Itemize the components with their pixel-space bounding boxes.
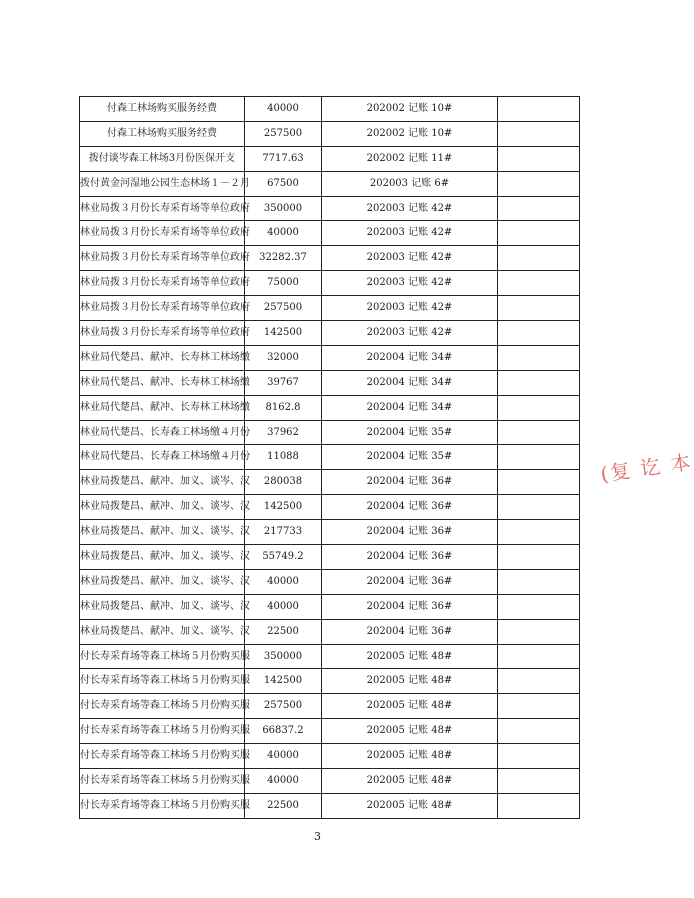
amount-cell: 142500 <box>245 495 322 520</box>
amount-cell: 40000 <box>245 221 322 246</box>
table-row <box>80 719 580 744</box>
note-cell <box>498 545 580 570</box>
note-cell <box>498 644 580 669</box>
table-row <box>80 545 580 570</box>
voucher-ref-cell: 202004 记账 36# <box>322 569 498 594</box>
description-cell: 林业局拨３月份长寿采育场等单位政府 <box>80 321 245 346</box>
note-cell <box>498 719 580 744</box>
amount-cell: 39767 <box>245 370 322 395</box>
amount-cell: 75000 <box>245 271 322 296</box>
voucher-ref-cell: 202003 记账 42# <box>322 221 498 246</box>
note-cell <box>498 694 580 719</box>
voucher-ref-cell: 202005 记账 48# <box>322 644 498 669</box>
description-cell: 付长寿采育场等森工林场５月份购买服 <box>80 669 245 694</box>
voucher-ref-cell: 202004 记账 36# <box>322 619 498 644</box>
note-cell <box>498 520 580 545</box>
table-row <box>80 569 580 594</box>
note-cell <box>498 569 580 594</box>
description-cell: 林业局拨楚昌、献冲、加义、谈岑、汉 <box>80 520 245 545</box>
table-row <box>80 594 580 619</box>
table-row <box>80 694 580 719</box>
table-row <box>80 97 580 122</box>
table-row <box>80 520 580 545</box>
note-cell <box>498 196 580 221</box>
note-cell <box>498 345 580 370</box>
amount-cell: 257500 <box>245 296 322 321</box>
voucher-ref-cell: 202004 记账 36# <box>322 545 498 570</box>
amount-cell: 40000 <box>245 769 322 794</box>
description-cell: 付长寿采育场等森工林场５月份购买服 <box>80 769 245 794</box>
table-row <box>80 420 580 445</box>
amount-cell: 55749.2 <box>245 545 322 570</box>
description-cell: 付长寿采育场等森工林场５月份购买服 <box>80 694 245 719</box>
note-cell <box>498 321 580 346</box>
description-cell: 林业局拨楚昌、献冲、加义、谈岑、汉 <box>80 619 245 644</box>
note-cell <box>498 445 580 470</box>
voucher-ref-cell: 202004 记账 34# <box>322 370 498 395</box>
description-cell: 拨付黄金河湿地公园生态林场１－２月 <box>80 171 245 196</box>
amount-cell: 66837.2 <box>245 719 322 744</box>
description-cell: 付长寿采育场等森工林场５月份购买服 <box>80 644 245 669</box>
note-cell <box>498 171 580 196</box>
voucher-ref-cell: 202005 记账 48# <box>322 694 498 719</box>
note-cell <box>498 669 580 694</box>
description-cell: 林业局拨３月份长寿采育场等单位政府 <box>80 271 245 296</box>
amount-cell: 22500 <box>245 619 322 644</box>
note-cell <box>498 370 580 395</box>
voucher-ref-cell: 202003 记账 42# <box>322 246 498 271</box>
voucher-ref-cell: 202005 记账 48# <box>322 669 498 694</box>
amount-cell: 37962 <box>245 420 322 445</box>
note-cell <box>498 246 580 271</box>
description-cell: 林业局拨楚昌、献冲、加义、谈岑、汉 <box>80 545 245 570</box>
note-cell <box>498 395 580 420</box>
note-cell <box>498 744 580 769</box>
table-row <box>80 445 580 470</box>
table-row <box>80 644 580 669</box>
amount-cell: 280038 <box>245 470 322 495</box>
voucher-ref-cell: 202003 记账 42# <box>322 321 498 346</box>
table-row <box>80 619 580 644</box>
amount-cell: 350000 <box>245 196 322 221</box>
table-row <box>80 271 580 296</box>
table-row <box>80 370 580 395</box>
description-cell: 付长寿采育场等森工林场５月份购买服 <box>80 744 245 769</box>
note-cell <box>498 470 580 495</box>
description-cell: 付长寿采育场等森工林场５月份购买服 <box>80 793 245 818</box>
description-cell: 林业局拨３月份长寿采育场等单位政府 <box>80 296 245 321</box>
description-cell: 拨付谈岑森工林场3月份医保开支 <box>80 146 245 171</box>
voucher-ref-cell: 202004 记账 34# <box>322 395 498 420</box>
table-row <box>80 321 580 346</box>
amount-cell: 32282.37 <box>245 246 322 271</box>
amount-cell: 257500 <box>245 694 322 719</box>
table-row <box>80 296 580 321</box>
note-cell <box>498 271 580 296</box>
voucher-ref-cell: 202004 记账 35# <box>322 420 498 445</box>
note-cell <box>498 594 580 619</box>
voucher-ref-cell: 202002 记账 11# <box>322 146 498 171</box>
voucher-ref-cell: 202004 记账 36# <box>322 470 498 495</box>
amount-cell: 217733 <box>245 520 322 545</box>
description-cell: 付长寿采育场等森工林场５月份购买服 <box>80 719 245 744</box>
description-cell: 林业局代楚昌、长寿森工林场缴４月份 <box>80 445 245 470</box>
description-cell: 林业局拨楚昌、献冲、加义、谈岑、汉 <box>80 594 245 619</box>
table-row <box>80 470 580 495</box>
note-cell <box>498 221 580 246</box>
table-row <box>80 246 580 271</box>
description-cell: 林业局拨３月份长寿采育场等单位政府 <box>80 221 245 246</box>
amount-cell: 40000 <box>245 744 322 769</box>
voucher-ref-cell: 202005 记账 48# <box>322 793 498 818</box>
amount-cell: 142500 <box>245 669 322 694</box>
table-row <box>80 146 580 171</box>
description-cell: 林业局代楚昌、献冲、长寿林工林场缴 <box>80 395 245 420</box>
note-cell <box>498 793 580 818</box>
amount-cell: 32000 <box>245 345 322 370</box>
description-cell: 林业局代楚昌、献冲、长寿林工林场缴 <box>80 370 245 395</box>
voucher-ref-cell: 202003 记账 42# <box>322 271 498 296</box>
voucher-ref-cell: 202003 记账 6# <box>322 171 498 196</box>
amount-cell: 67500 <box>245 171 322 196</box>
voucher-ref-cell: 202005 记账 48# <box>322 769 498 794</box>
note-cell <box>498 121 580 146</box>
table-row <box>80 221 580 246</box>
amount-cell: 142500 <box>245 321 322 346</box>
amount-cell: 8162.8 <box>245 395 322 420</box>
description-cell: 林业局拨楚昌、献冲、加义、谈岑、汉 <box>80 569 245 594</box>
amount-cell: 7717.63 <box>245 146 322 171</box>
table-row <box>80 769 580 794</box>
note-cell <box>498 769 580 794</box>
amount-cell: 350000 <box>245 644 322 669</box>
note-cell <box>498 146 580 171</box>
amount-cell: 11088 <box>245 445 322 470</box>
voucher-ref-cell: 202003 记账 42# <box>322 296 498 321</box>
table-row <box>80 495 580 520</box>
voucher-ref-cell: 202004 记账 36# <box>322 495 498 520</box>
note-cell <box>498 420 580 445</box>
description-cell: 林业局拨３月份长寿采育场等单位政府 <box>80 246 245 271</box>
description-cell: 付森工林场购买服务经费 <box>80 97 245 122</box>
description-cell: 付森工林场购买服务经费 <box>80 121 245 146</box>
description-cell: 林业局拨３月份长寿采育场等单位政府 <box>80 196 245 221</box>
table-row <box>80 196 580 221</box>
table-row <box>80 744 580 769</box>
amount-cell: 22500 <box>245 793 322 818</box>
voucher-ref-cell: 202004 记账 36# <box>322 520 498 545</box>
voucher-ref-cell: 202005 记账 48# <box>322 719 498 744</box>
description-cell: 林业局拨楚昌、献冲、加义、谈岑、汉 <box>80 495 245 520</box>
red-stamp-mark: (复 讫 本 <box>598 449 694 487</box>
voucher-ref-cell: 202003 记账 42# <box>322 196 498 221</box>
page-number: 3 <box>314 830 321 843</box>
voucher-ref-cell: 202004 记账 35# <box>322 445 498 470</box>
ledger-body <box>80 97 580 819</box>
table-row <box>80 669 580 694</box>
note-cell <box>498 296 580 321</box>
description-cell: 林业局代楚昌、献冲、长寿林工林场缴 <box>80 345 245 370</box>
voucher-ref-cell: 202005 记账 48# <box>322 744 498 769</box>
ledger-table <box>79 96 580 819</box>
note-cell <box>498 97 580 122</box>
amount-cell: 40000 <box>245 97 322 122</box>
table-row <box>80 793 580 818</box>
table-row <box>80 345 580 370</box>
amount-cell: 257500 <box>245 121 322 146</box>
voucher-ref-cell: 202004 记账 34# <box>322 345 498 370</box>
voucher-ref-cell: 202002 记账 10# <box>322 121 498 146</box>
amount-cell: 40000 <box>245 569 322 594</box>
voucher-ref-cell: 202004 记账 36# <box>322 594 498 619</box>
table-row <box>80 121 580 146</box>
table-row <box>80 395 580 420</box>
table-row <box>80 171 580 196</box>
description-cell: 林业局拨楚昌、献冲、加义、谈岑、汉 <box>80 470 245 495</box>
description-cell: 林业局代楚昌、长寿森工林场缴４月份 <box>80 420 245 445</box>
amount-cell: 40000 <box>245 594 322 619</box>
note-cell <box>498 619 580 644</box>
voucher-ref-cell: 202002 记账 10# <box>322 97 498 122</box>
note-cell <box>498 495 580 520</box>
